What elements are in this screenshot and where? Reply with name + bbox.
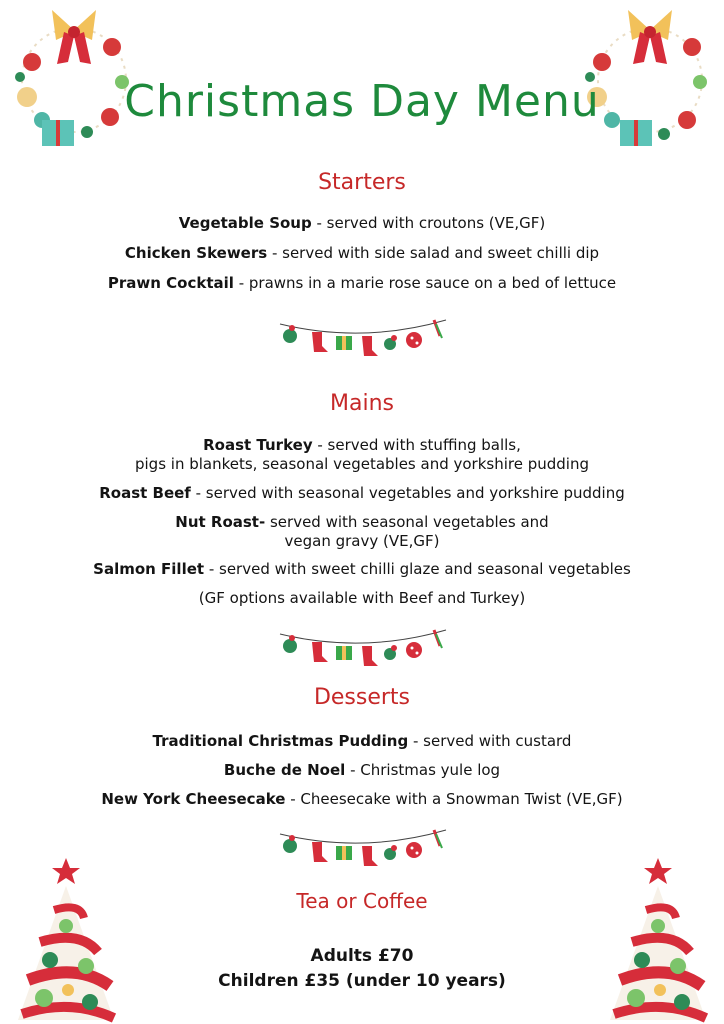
item-desc: - Christmas yule log (345, 761, 501, 779)
main-item-continued: vegan gravy (VE,GF) (284, 532, 440, 550)
main-item (0, 558, 724, 580)
item-name: Roast Turkey (203, 436, 313, 454)
mains-note: (GF options available with Beef and Turkey) (198, 589, 526, 607)
section-drinks-heading: Tea or Coffee (296, 889, 428, 913)
item-desc: - served with side salad and sweet chilli dip (267, 244, 600, 262)
menu-title: Christmas Day Menu (124, 76, 600, 127)
item-name: Roast Beef (99, 484, 191, 502)
main-item-continued: pigs in blankets, seasonal vegetables and yorkshire pudding (134, 455, 589, 473)
item-desc: - Cheesecake with a Snowman Twist (VE,GF) (285, 790, 623, 808)
garland-icon (278, 824, 448, 874)
dessert-item (0, 730, 724, 752)
item-name: New York Cheesecake (101, 790, 286, 808)
item-desc: served with seasonal vegetables and (265, 513, 549, 531)
item-desc: - served with seasonal vegetables and yorkshire pudding (190, 484, 625, 502)
item-desc: - served with croutons (VE,GF) (311, 214, 546, 232)
dessert-item (0, 788, 724, 810)
item-name: Buche de Noel (223, 761, 346, 779)
starter-item (0, 272, 724, 294)
main-item (0, 482, 724, 504)
item-desc: - served with sweet chilli glaze and seasonal vegetables (204, 560, 631, 578)
child-price: Children £35 (under 10 years) (218, 971, 506, 991)
item-name: Chicken Skewers (124, 244, 268, 262)
dessert-item (0, 759, 724, 781)
adult-price: Adults £70 (310, 946, 414, 966)
christmas-tree-right-icon (594, 852, 714, 1024)
section-starters-heading: Starters (318, 170, 406, 195)
section-mains-heading: Mains (330, 391, 394, 416)
item-name: Prawn Cocktail (107, 274, 234, 292)
item-desc: - prawns in a marie rose sauce on a bed of lettuce (233, 274, 617, 292)
item-desc: - served with stuffing balls, (312, 436, 521, 454)
starter-item (0, 242, 724, 264)
christmas-tree-left-icon (10, 852, 130, 1024)
garland-icon (278, 314, 448, 364)
item-desc: - served with custard (408, 732, 572, 750)
item-name: Salmon Fillet (93, 560, 205, 578)
starter-item (0, 212, 724, 234)
item-name: Vegetable Soup (178, 214, 312, 232)
item-name: Traditional Christmas Pudding (152, 732, 409, 750)
garland-icon (278, 624, 448, 674)
section-desserts-heading: Desserts (313, 685, 411, 710)
item-name: Nut Roast- (175, 513, 266, 531)
